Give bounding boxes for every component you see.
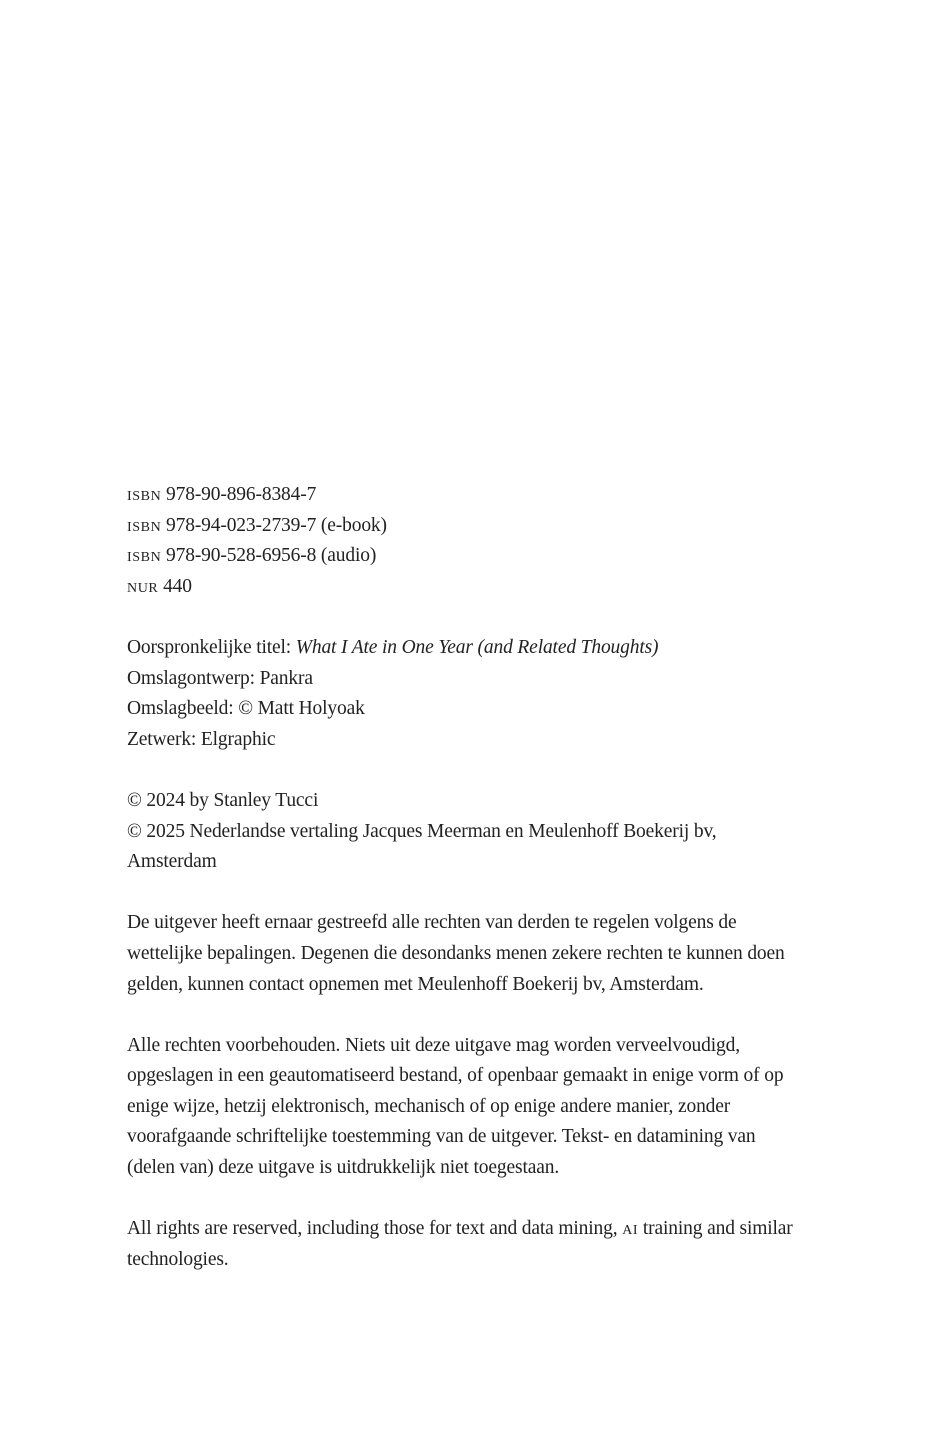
isbn-value: 978-94-023-2739-7 (e-book) — [161, 514, 387, 536]
reserved-nl-line: (delen van) deze uitgave is uitdrukkelijk niet toegestaan. — [127, 1157, 560, 1179]
isbn-block — [127, 480, 827, 602]
reserved-en-paragraph — [127, 1214, 827, 1275]
isbn-value: 978-90-528-6956-8 (audio) — [161, 545, 377, 567]
credits-block — [127, 633, 827, 755]
reserved-nl-line: enige wijze, hetzij elektronisch, mechanisch of op enige andere manier, zonder — [127, 1095, 731, 1117]
nur-value: 440 — [158, 575, 192, 597]
rights-notice-paragraph — [127, 908, 827, 1000]
isbn-value: 978-90-896-8384-7 — [161, 484, 317, 505]
isbn-label: isbn — [127, 545, 162, 567]
reserved-en-text: All rights are reserved, including those for text and data mining, — [127, 1218, 623, 1240]
reserved-en-text: training and similar — [638, 1218, 793, 1240]
colophon — [127, 480, 827, 1306]
isbn-ebook-line — [127, 511, 827, 542]
isbn-audio-line — [127, 541, 827, 572]
copyright-author-line: © 2024 by Stanley Tucci — [127, 789, 319, 811]
nur-label: nur — [127, 575, 159, 597]
reserved-nl-line: opgeslagen in een geautomatiseerd bestand, of openbaar gemaakt in enige vorm of op — [127, 1065, 784, 1087]
isbn-label: isbn — [127, 484, 162, 505]
cover-design-line: Omslagontwerp: Pankra — [127, 667, 313, 689]
reserved-nl-line: voorafgaande schriftelijke toestemming van de uitgever. Tekst- en datamining van — [127, 1126, 756, 1148]
copyright-city-line: Amsterdam — [127, 851, 217, 873]
typesetting-line: Zetwerk: Elgraphic — [127, 728, 276, 750]
copyright-block — [127, 786, 827, 878]
copyright-translation-line: © 2025 Nederlandse vertaling Jacques Meerman en Meulenhoff Boekerij bv, — [127, 820, 717, 842]
ai-abbreviation: ai — [622, 1218, 639, 1240]
reserved-nl-paragraph — [127, 1031, 827, 1184]
cover-image-line: Omslagbeeld: © Matt Holyoak — [127, 698, 365, 720]
rights-notice-line: wettelijke bepalingen. Degenen die desondanks menen zekere rechten te kunnen doen — [127, 942, 785, 964]
original-title-line — [127, 633, 827, 664]
original-title-label: Oorspronkelijke titel: — [127, 636, 296, 658]
nur-line — [127, 572, 827, 603]
rights-notice-line: De uitgever heeft ernaar gestreefd alle rechten van derden te regelen volgens de — [127, 912, 737, 934]
reserved-en-line: technologies. — [127, 1248, 229, 1270]
isbn-label: isbn — [127, 514, 162, 536]
rights-notice-line: gelden, kunnen contact opnemen met Meulenhoff Boekerij bv, Amsterdam. — [127, 973, 704, 995]
isbn-print-line — [127, 480, 827, 511]
original-title: What I Ate in One Year (and Related Thoughts) — [295, 636, 659, 658]
reserved-en-line — [127, 1214, 827, 1245]
reserved-nl-line: Alle rechten voorbehouden. Niets uit deze uitgave mag worden verveelvoudigd, — [127, 1034, 740, 1056]
